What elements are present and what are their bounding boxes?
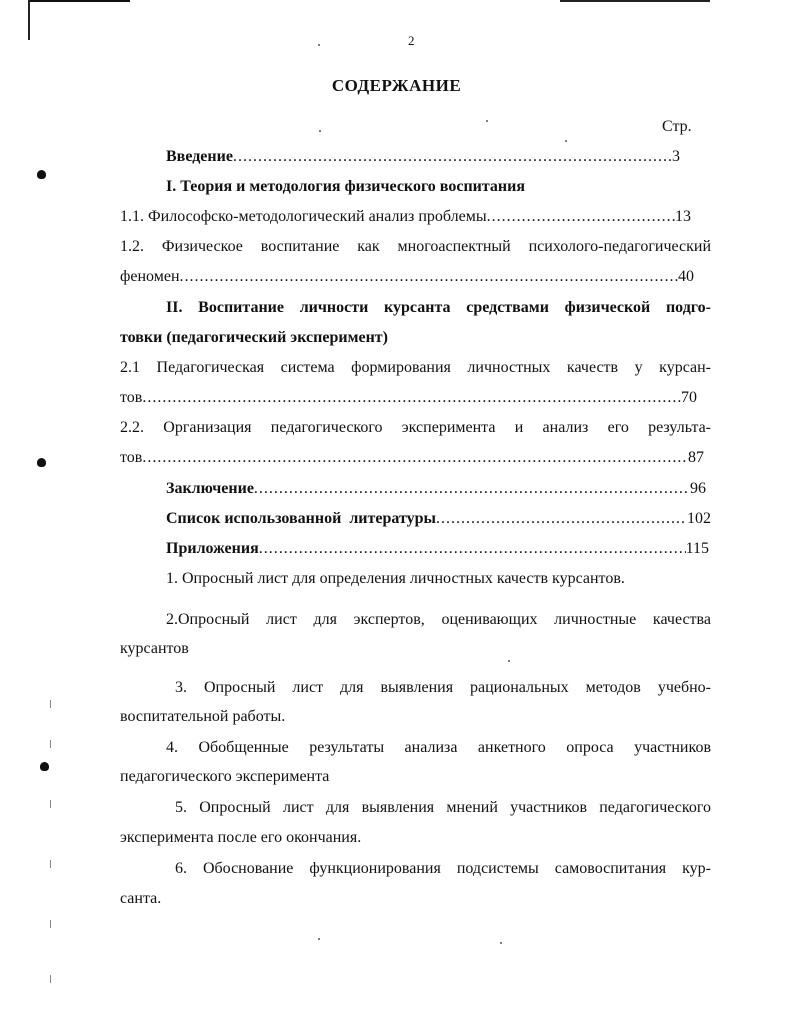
toc-entry-label: Заключение xyxy=(166,480,254,497)
toc-entry-label: Введение xyxy=(166,148,233,165)
appendix-item: 5. Опросный лист для выявления мнений участников педагогического xyxy=(175,799,711,816)
toc-leader-dots xyxy=(142,387,681,409)
toc-entry-label: Список использованной литературы xyxy=(166,510,436,527)
toc-entry-page: 70 xyxy=(681,389,697,406)
toc-entry-appendices xyxy=(166,538,709,560)
toc-leader-dots xyxy=(233,146,672,168)
toc-entry-page: 3 xyxy=(672,148,680,165)
toc-entry-references xyxy=(166,508,711,530)
toc-entry-page: 13 xyxy=(675,208,691,225)
toc-entry-label: феномен xyxy=(120,268,180,285)
scan-speck xyxy=(318,938,320,940)
scan-speck xyxy=(508,660,510,662)
scan-speck xyxy=(486,120,488,122)
appendix-item-continued: санта. xyxy=(120,890,162,907)
scan-speck xyxy=(319,130,321,132)
scan-edge-line xyxy=(560,0,710,2)
toc-entry-page: 102 xyxy=(687,510,711,527)
toc-leader-dots xyxy=(142,447,688,469)
scan-edge-line xyxy=(28,0,30,40)
punch-hole-mark xyxy=(37,170,46,179)
scan-speck xyxy=(318,44,320,46)
appendix-item-continued: воспитательной работы. xyxy=(120,708,286,725)
page-number: 2 xyxy=(408,33,415,48)
appendix-item-continued: эксперимента после его окончания. xyxy=(120,829,362,846)
toc-entry-page: 115 xyxy=(685,540,709,557)
toc-entry-page: 87 xyxy=(688,449,704,466)
toc-entry-2-2-line: 2.2. Организация педагогического эксперимента и анализ его результа- xyxy=(120,419,711,436)
appendix-item: 3. Опросный лист для выявления рациональных методов учебно- xyxy=(175,679,711,696)
toc-leader-dots xyxy=(487,206,675,228)
toc-leader-dots xyxy=(259,538,686,560)
toc-entry-2-2 xyxy=(120,447,704,469)
scan-edge-mark xyxy=(50,860,51,868)
toc-entry-page: 40 xyxy=(678,268,694,285)
toc-leader-dots xyxy=(254,478,690,500)
toc-entry-label: тов xyxy=(120,449,143,466)
appendix-item-continued: педагогического эксперимента xyxy=(120,768,330,785)
toc-leader-dots xyxy=(180,266,678,288)
toc-entry-1-2 xyxy=(120,266,694,288)
chapter-heading: II. Воспитание личности курсанта средствами физической подго- xyxy=(166,299,711,316)
toc-entry-2-1 xyxy=(120,387,697,409)
scan-speck xyxy=(500,942,502,944)
toc-entry-page: 96 xyxy=(690,480,706,497)
toc-entry-label: Приложения xyxy=(166,540,259,557)
punch-hole-mark xyxy=(40,762,49,771)
scan-edge-mark xyxy=(50,975,51,983)
toc-leader-dots xyxy=(436,508,687,530)
appendix-item: 6. Обоснование функционирования подсистемы самовоспитания кур- xyxy=(175,860,711,877)
toc-entry-2-1-line: 2.1 Педагогическая система формирования личностных качеств у курсан- xyxy=(120,359,711,376)
chapter-heading-continued: товки (педагогический эксперимент) xyxy=(120,329,388,346)
appendix-item: 2.Опросный лист для экспертов, оценивающих личностные качества xyxy=(166,611,711,628)
toc-entry-conclusion xyxy=(166,478,706,500)
chapter-heading: I. Теория и методология физического воспитания xyxy=(166,178,526,195)
scan-edge-mark xyxy=(50,920,51,928)
toc-entry-label: тов xyxy=(120,389,143,406)
page-column-label: Стр. xyxy=(662,118,692,135)
toc-entry-1-2-line: 1.2. Физическое воспитание как многоаспектный психолого-педагогический xyxy=(120,238,711,255)
toc-entry-label: 1.1. Философско-методологический анализ проблемы xyxy=(120,208,487,225)
punch-hole-mark xyxy=(37,458,46,467)
page-title: СОДЕРЖАНИЕ xyxy=(331,76,462,95)
appendix-item: 1. Опросный лист для определения личностных качеств курсантов. xyxy=(166,570,625,587)
scan-edge-mark xyxy=(50,740,51,748)
scan-speck xyxy=(565,140,567,142)
scan-edge-mark xyxy=(50,700,51,708)
toc-entry-1-1 xyxy=(120,206,691,228)
appendix-item: 4. Обобщенные результаты анализа анкетного опроса участников xyxy=(166,739,711,756)
toc-entry-intro xyxy=(166,146,680,168)
appendix-item-continued: курсантов xyxy=(120,640,189,657)
scan-edge-mark xyxy=(50,800,51,808)
scan-edge-line xyxy=(30,0,130,2)
